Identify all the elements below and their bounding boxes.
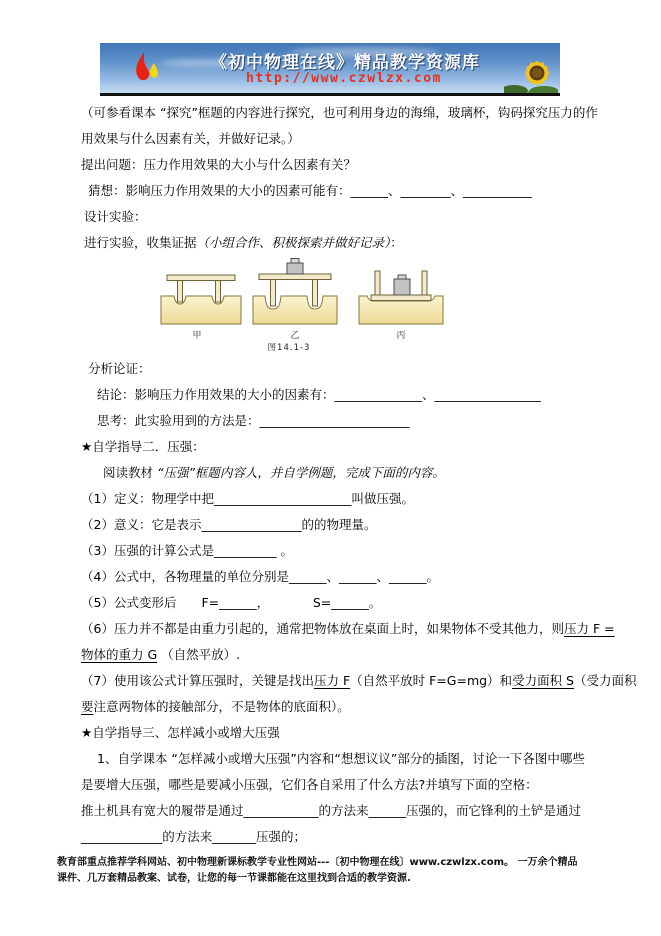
question-line: 提出问题：压力作用效果的大小与什么因素有关？ bbox=[81, 157, 357, 172]
diagram-label-yi: 乙 bbox=[290, 331, 300, 341]
analyze-line: 分析论证： bbox=[88, 361, 151, 376]
sponge-table-diagram bbox=[153, 256, 453, 356]
conduct-line bbox=[81, 230, 601, 256]
item-7-line-2 bbox=[81, 694, 601, 720]
item-1-definition: （1）定义：物理学中把______________________叫做压强。 bbox=[81, 491, 414, 506]
item7b-post: 注意两物体的接触部分，不是物体的底面积）。 bbox=[93, 699, 350, 714]
diagram-jia bbox=[161, 275, 241, 324]
item6-pre: （6）压力并不都是由重力引起的，通常把物体放在桌面上时，如果物体不受其他力，则 bbox=[81, 621, 564, 636]
diagram-bing bbox=[359, 271, 443, 324]
item-5-transform: （5）公式变形后 F=______， S=______。 bbox=[81, 595, 382, 610]
think-line: 思考：此实验用到的方法是：________________________ bbox=[97, 413, 410, 428]
conduct-post: ： bbox=[390, 235, 403, 250]
footer-line-2: 课件、几万套精品教案、试卷，让您的每一节课都能在这里找到合适的教学资源. bbox=[57, 873, 411, 884]
heading-guide-2: ★自学指导二．压强： bbox=[81, 439, 205, 454]
item6-underlined-2: 物体的重力 G bbox=[81, 647, 158, 662]
item7-underlined-force: 压力 F bbox=[313, 673, 351, 688]
flame-logo-icon bbox=[126, 48, 168, 90]
footer-line-1: 教育部重点推荐学科网站、初中物理新课标教学专业性网站---〔初中物理在线〕www.czwlzx.com。 一万余个精品 bbox=[57, 857, 578, 868]
bulldozer-line-1: 推土机具有宽大的履带是通过____________的方法来______压强的，而它锋利的土铲是通过 bbox=[81, 803, 582, 818]
item7-pre: （7）使用该公式计算压强时，关键是找出 bbox=[81, 673, 314, 688]
site-banner bbox=[100, 43, 560, 96]
experiment-figure bbox=[153, 256, 661, 356]
item-6-line-1 bbox=[81, 616, 615, 642]
item-7-line-1 bbox=[81, 668, 637, 694]
worksheet-body bbox=[0, 95, 661, 850]
design-line: 设计实验： bbox=[84, 209, 147, 224]
diagram-label-jia: 甲 bbox=[192, 331, 202, 341]
read-pre: 阅读教材 bbox=[103, 465, 157, 480]
conduct-pre: 进行实验，收集证据 bbox=[84, 235, 197, 250]
site-url: http://www.czwlzx.com bbox=[246, 71, 442, 86]
item6-underlined-1: 压力 F = bbox=[563, 621, 615, 636]
sunflower-icon bbox=[504, 49, 558, 95]
intro-line-1: （可参看课本 “探究”框题的内容进行探究，也可利用身边的海绵，玻璃杯，钩码探究压力的作 bbox=[81, 105, 598, 120]
item-4-units: （4）公式中，各物理量的单位分别是______、______、______。 bbox=[81, 569, 439, 584]
item-3-formula: （3）压强的计算公式是__________ 。 bbox=[81, 543, 293, 558]
diagram-yi bbox=[253, 259, 337, 325]
item7-underlined-area: 受力面积 S bbox=[512, 673, 574, 688]
bulldozer-line-2: _____________的方法来_______压强的； bbox=[81, 829, 307, 844]
guide3-para-line-1: 1、自学课本 “怎样减小或增大压强”内容和“想想议议”部分的插图，讨论一下各图中哪些 bbox=[97, 751, 585, 766]
item7-post: （受力面积 bbox=[573, 673, 637, 688]
conclusion-line: 结论：影响压力作用效果的大小的因素有：______________、_________________ bbox=[97, 387, 541, 402]
site-title: 《初中物理在线》精品教学资源库 bbox=[210, 53, 480, 73]
item7b-underlined: 要 bbox=[81, 699, 94, 714]
conduct-italic-note: （小组合作、积极探索并做好记录） bbox=[196, 235, 391, 250]
item-6-line-2 bbox=[81, 642, 601, 668]
item-2-meaning: （2）意义：它是表示________________的的物理量。 bbox=[81, 517, 377, 532]
read-italic-note: “压强”框题内容人，并自学例题，完成下面的内容。 bbox=[156, 465, 445, 480]
guess-line: 猜想：影响压力作用效果的大小的因素可能有：______、________、___________ bbox=[88, 183, 532, 198]
item6-post: （自然平放）. bbox=[157, 647, 241, 662]
intro-line-2: 用效果与什么因素有关，并做好记录。） bbox=[81, 131, 300, 146]
item7-mid: （自然平放时 F=G=mg）和 bbox=[350, 673, 513, 688]
read-material-line bbox=[81, 460, 601, 486]
diagram-label-bing: 丙 bbox=[396, 331, 406, 341]
figure-caption: 图14.1-3 bbox=[267, 343, 311, 353]
site-footer bbox=[57, 855, 605, 887]
guide3-para-line-2: 是要增大压强，哪些是要减小压强，它们各自采用了什么方法?并填写下面的空格： bbox=[81, 777, 538, 792]
heading-guide-3: ★自学指导三、怎样减小或增大压强 bbox=[81, 725, 280, 740]
